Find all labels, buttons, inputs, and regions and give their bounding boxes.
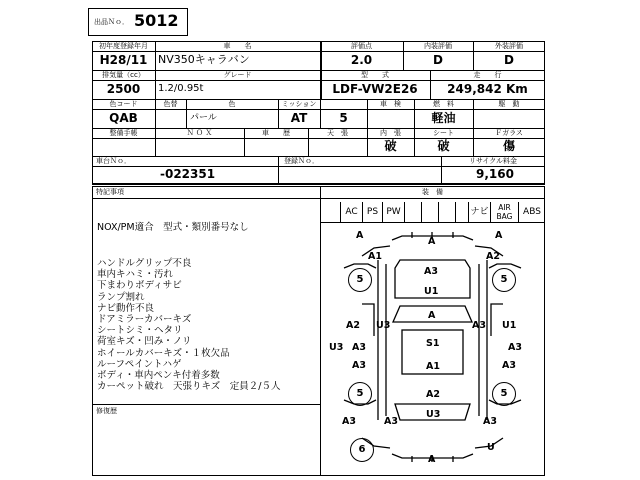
fuel: 軽油 bbox=[431, 111, 456, 125]
damage-right-side: A3 bbox=[508, 342, 522, 353]
chassis-no: -022351 bbox=[160, 167, 216, 181]
note-item: ボディ・車内ペンキ付着多数 bbox=[97, 370, 220, 381]
car-name-label: 車 名 bbox=[223, 42, 252, 50]
door-count: 5 bbox=[339, 111, 348, 125]
equipment-label: 装 備 bbox=[422, 188, 443, 196]
note-item: ランプ割れ bbox=[97, 291, 145, 303]
damage-fr-corner: A2 bbox=[486, 251, 500, 262]
damage-right-panel-1: A3 bbox=[472, 320, 486, 331]
exterior-rating-label: 外装評価 bbox=[495, 42, 523, 50]
displacement: 2500 bbox=[106, 82, 141, 96]
spare-tire: 6 bbox=[350, 438, 374, 462]
color-label: 色 bbox=[228, 100, 236, 108]
damage-left-panel-1: A2 bbox=[346, 320, 360, 331]
damage-center-1: A1 bbox=[426, 361, 440, 372]
color: パール bbox=[190, 113, 217, 123]
score-value: 2.0 bbox=[350, 53, 373, 67]
damage-right-rear: A3 bbox=[502, 360, 516, 371]
notes-main: NOX/PM適合 型式・類別番号なし bbox=[97, 222, 249, 233]
equipment-cell: AC bbox=[340, 202, 362, 222]
equipment-cell: AIR BAG bbox=[490, 202, 518, 222]
note-item: ホイールカバーキズ・１枚欠品 bbox=[97, 347, 230, 359]
seat-condition: 破 bbox=[437, 139, 450, 153]
seat-label: シート bbox=[433, 129, 454, 137]
special-notes-label: 特記事項 bbox=[96, 188, 124, 196]
damage-windshield: A bbox=[428, 310, 436, 321]
color-code: QAB bbox=[109, 111, 138, 125]
equipment-divider bbox=[340, 202, 341, 222]
note-item: ドアミラーカバーキズ bbox=[97, 314, 192, 325]
transmission-label: ミッション bbox=[281, 100, 317, 108]
note-item: ルーフペイントハゲ bbox=[97, 358, 182, 370]
note-item: ハンドルグリップ不良 bbox=[97, 258, 192, 269]
wheel-front-right: 5 bbox=[492, 268, 516, 292]
damage-left-rear-1: A3 bbox=[352, 360, 366, 371]
inspection-label: 車 検 bbox=[380, 100, 401, 108]
exterior-rating: D bbox=[504, 53, 514, 67]
wheel-front-left: 5 bbox=[348, 268, 372, 292]
listing-number-label: 出品Ｎｏ． bbox=[94, 18, 129, 26]
transmission: AT bbox=[290, 111, 308, 125]
equipment-cell bbox=[421, 202, 438, 222]
damage-rear-right-2: U bbox=[487, 442, 495, 453]
interior-upholstery: 破 bbox=[384, 139, 397, 153]
model-label: 型 式 bbox=[361, 71, 389, 79]
equipment-cell bbox=[455, 202, 468, 222]
year-registered: H28/11 bbox=[99, 53, 148, 67]
equipment-cell: PS bbox=[362, 202, 382, 222]
damage-front-left: A bbox=[356, 230, 364, 241]
f-glass-label: Ｆガラス bbox=[495, 129, 523, 137]
interior-rating: D bbox=[433, 53, 443, 67]
mileage: 249,842 Km bbox=[447, 82, 528, 96]
ceiling-label: 天 張 bbox=[327, 129, 348, 137]
damage-left-side: U3 bbox=[329, 342, 344, 353]
damage-front-right: A bbox=[495, 230, 503, 241]
damage-hood: A3 bbox=[424, 266, 438, 277]
displacement-label: 排気量（cc） bbox=[102, 71, 145, 79]
damage-roof: S1 bbox=[426, 338, 440, 349]
car-name: NV350キャラバン bbox=[158, 53, 250, 66]
listing-number: 5012 bbox=[134, 11, 179, 30]
equipment-cell: ABS bbox=[518, 202, 545, 222]
note-item: シートシミ・ヘタリ bbox=[97, 325, 183, 337]
score-label: 評価点 bbox=[351, 42, 372, 50]
damage-rear-left: A3 bbox=[342, 416, 356, 427]
interior-upholstery-label: 内 張 bbox=[380, 129, 401, 137]
color-code-label: 色コード bbox=[109, 100, 138, 108]
mileage-label: 走 行 bbox=[473, 71, 502, 79]
nox-label: Ｎ Ｏ Ｘ bbox=[186, 129, 213, 137]
grade: 1.2/0.95t bbox=[158, 83, 204, 94]
damage-rear-right: A3 bbox=[483, 416, 497, 427]
damage-hood-lower: U1 bbox=[424, 286, 439, 297]
chassis-no-label: 車台Ｎｏ． bbox=[96, 157, 131, 165]
damage-center-2: A2 bbox=[426, 389, 440, 400]
year-registered-label: 初年度登録年月 bbox=[99, 42, 148, 50]
damage-fl-corner: A1 bbox=[368, 251, 382, 262]
fuel-label: 燃 料 bbox=[433, 100, 454, 108]
damage-rear: A bbox=[428, 454, 436, 465]
equipment-cell bbox=[438, 202, 455, 222]
recycle-fee: 9,160 bbox=[476, 167, 514, 181]
equipment-cell bbox=[404, 202, 421, 222]
damage-center-3: U3 bbox=[426, 409, 441, 420]
damage-right-panel-2: U1 bbox=[502, 320, 517, 331]
repair-history-label: 修復歴 bbox=[96, 407, 117, 415]
wheel-rear-left: 5 bbox=[348, 382, 372, 406]
note-item: カーペット破れ 天張りキズ 定員２/５人 bbox=[97, 381, 281, 393]
history-label: 車 歴 bbox=[262, 129, 290, 137]
note-item: 車内キハミ・汚れ bbox=[97, 269, 174, 281]
model-code: LDF-VW2E26 bbox=[332, 82, 418, 96]
drive-label: 駆 動 bbox=[498, 100, 520, 108]
note-item: ナビ動作不良 bbox=[97, 302, 155, 314]
damage-rear-left-2: A3 bbox=[384, 416, 398, 427]
note-item: 下まわりボディサビ bbox=[97, 280, 182, 292]
damage-left-panel-2: U3 bbox=[376, 320, 391, 331]
damage-front: A bbox=[428, 236, 436, 247]
left-door bbox=[362, 304, 374, 336]
grade-label: グレード bbox=[223, 71, 252, 79]
color-group-label: 色替 bbox=[163, 100, 178, 108]
equipment-cell: ナビ bbox=[468, 202, 490, 222]
manual-label: 整備手帳 bbox=[109, 129, 138, 137]
interior-rating-label: 内装評価 bbox=[424, 42, 452, 50]
recycle-fee-label: リサイクル料金 bbox=[468, 157, 518, 165]
damage-left-panel-3: A3 bbox=[352, 342, 366, 353]
equipment-cell: PW bbox=[382, 202, 404, 222]
wheel-rear-right: 5 bbox=[492, 382, 516, 406]
f-glass-condition: 傷 bbox=[502, 139, 515, 153]
registration-no-label: 登録Ｎｏ． bbox=[284, 157, 319, 165]
note-item: 荷室キズ・凹み・ノリ bbox=[97, 336, 192, 348]
